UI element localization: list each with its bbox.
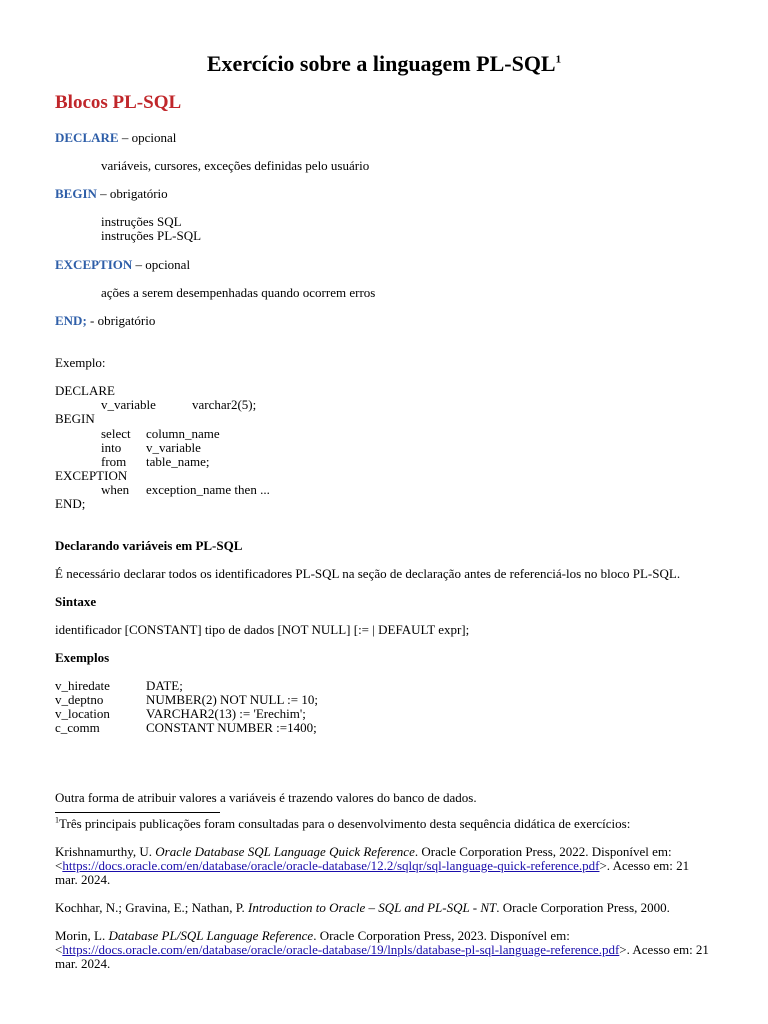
- reference-link[interactable]: https://docs.oracle.com/en/database/oracle/oracle-database/19/lnpls/database-pl-sql-language-reference.pdf: [62, 942, 620, 957]
- example-var-decl: DATE;: [146, 678, 183, 693]
- block-detail: instruções PL-SQL: [101, 228, 202, 243]
- block-keyword: BEGIN: [55, 186, 97, 201]
- code-value: column_name: [146, 426, 220, 441]
- example-var-decl: VARCHAR2(13) := 'Erechim';: [146, 706, 306, 721]
- footnote-mark: 1: [55, 815, 59, 825]
- reference-publisher: . Oracle Corporation Press, 2000.: [496, 900, 670, 915]
- code-declare: DECLARE: [55, 383, 115, 398]
- closing-text: Outra forma de atribuir valores a variáveis é trazendo valores do banco de dados.: [55, 790, 477, 805]
- reference-krishnamurthy: [55, 845, 715, 887]
- footnote-divider: [55, 812, 220, 813]
- reference-tail: >. Acesso em: 21 mar. 2024.: [55, 942, 709, 971]
- example-var-name: v_deptno: [55, 692, 104, 707]
- code-value: table_name;: [146, 454, 210, 469]
- block-suffix: – opcional: [118, 130, 177, 145]
- reference-authors: Kochhar, N.; Gravina, E.; Nathan, P.: [55, 900, 248, 915]
- examples-heading: Exemplos: [55, 650, 110, 665]
- example-var-name: v_location: [55, 706, 110, 721]
- code-keyword: select: [101, 426, 131, 441]
- reference-morin: [55, 929, 715, 971]
- reference-authors: Morin, L.: [55, 928, 109, 943]
- footnote-text: Três principais publicações foram consultadas para o desenvolvimento desta sequência didática de exercícios:: [59, 816, 631, 831]
- code-begin: BEGIN: [55, 411, 95, 426]
- block-declare: [55, 131, 176, 145]
- syntax-heading: Sintaxe: [55, 594, 97, 609]
- example-var-name: v_hiredate: [55, 678, 110, 693]
- block-keyword: END;: [55, 313, 87, 328]
- code-end: END;: [55, 496, 86, 511]
- section-heading: Blocos PL-SQL: [55, 92, 182, 113]
- block-suffix: – obrigatório: [96, 186, 168, 201]
- block-keyword: DECLARE: [55, 130, 119, 145]
- example-var-decl: NUMBER(2) NOT NULL := 10;: [146, 692, 318, 707]
- reference-authors: Krishnamurthy, U.: [55, 844, 156, 859]
- block-suffix: - obrigatório: [86, 313, 156, 328]
- code-keyword: into: [101, 440, 122, 455]
- block-suffix: – opcional: [132, 257, 191, 272]
- reference-kochhar: [55, 901, 715, 915]
- code-keyword: from: [101, 454, 127, 469]
- code-var-type: varchar2(5);: [192, 397, 257, 412]
- block-begin: [55, 187, 168, 201]
- code-when-keyword: when: [101, 482, 130, 497]
- page-title: [0, 50, 768, 78]
- example-label: Exemplo:: [55, 355, 106, 370]
- code-value: v_variable: [146, 440, 201, 455]
- block-exception: [55, 258, 190, 272]
- declaring-heading: Declarando variáveis em PL-SQL: [55, 538, 243, 553]
- block-detail: ações a serem desempenhadas quando ocorrem erros: [101, 285, 376, 300]
- reference-publisher: . Oracle Corporation Press, 2022. Disponível em: <: [55, 844, 672, 873]
- title-footnote-mark: 1: [555, 53, 562, 66]
- block-keyword: EXCEPTION: [55, 257, 133, 272]
- declaring-text: É necessário declarar todos os identificadores PL-SQL na seção de declaração antes de referenciá-los no bloco PL-SQL.: [55, 566, 681, 581]
- example-var-name: c_comm: [55, 720, 100, 735]
- reference-work: Introduction to Oracle – SQL and PL-SQL - NT: [248, 900, 497, 915]
- reference-work: Oracle Database SQL Language Quick Reference: [155, 844, 415, 859]
- block-detail: instruções SQL: [101, 214, 182, 229]
- page-title-text: Exercício sobre a linguagem PL-SQL: [206, 51, 556, 76]
- code-when-value: exception_name then ...: [146, 482, 270, 497]
- code-exception: EXCEPTION: [55, 468, 128, 483]
- reference-work: Database PL/SQL Language Reference: [108, 928, 314, 943]
- reference-link[interactable]: https://docs.oracle.com/en/database/oracle/oracle-database/12.2/sqlqr/sql-language-quick-reference.pdf: [62, 858, 600, 873]
- reference-tail: >. Acesso em: 21 mar. 2024.: [55, 858, 690, 887]
- block-detail: variáveis, cursores, exceções definidas pelo usuário: [101, 158, 370, 173]
- syntax-text: identificador [CONSTANT] tipo de dados [NOT NULL] [:= | DEFAULT expr];: [55, 622, 470, 637]
- example-var-decl: CONSTANT NUMBER :=1400;: [146, 720, 317, 735]
- reference-publisher: . Oracle Corporation Press, 2023. Disponível em: <: [55, 928, 570, 957]
- footnote-intro: [55, 817, 630, 831]
- block-end: [55, 314, 155, 328]
- code-var-name: v_variable: [101, 397, 156, 412]
